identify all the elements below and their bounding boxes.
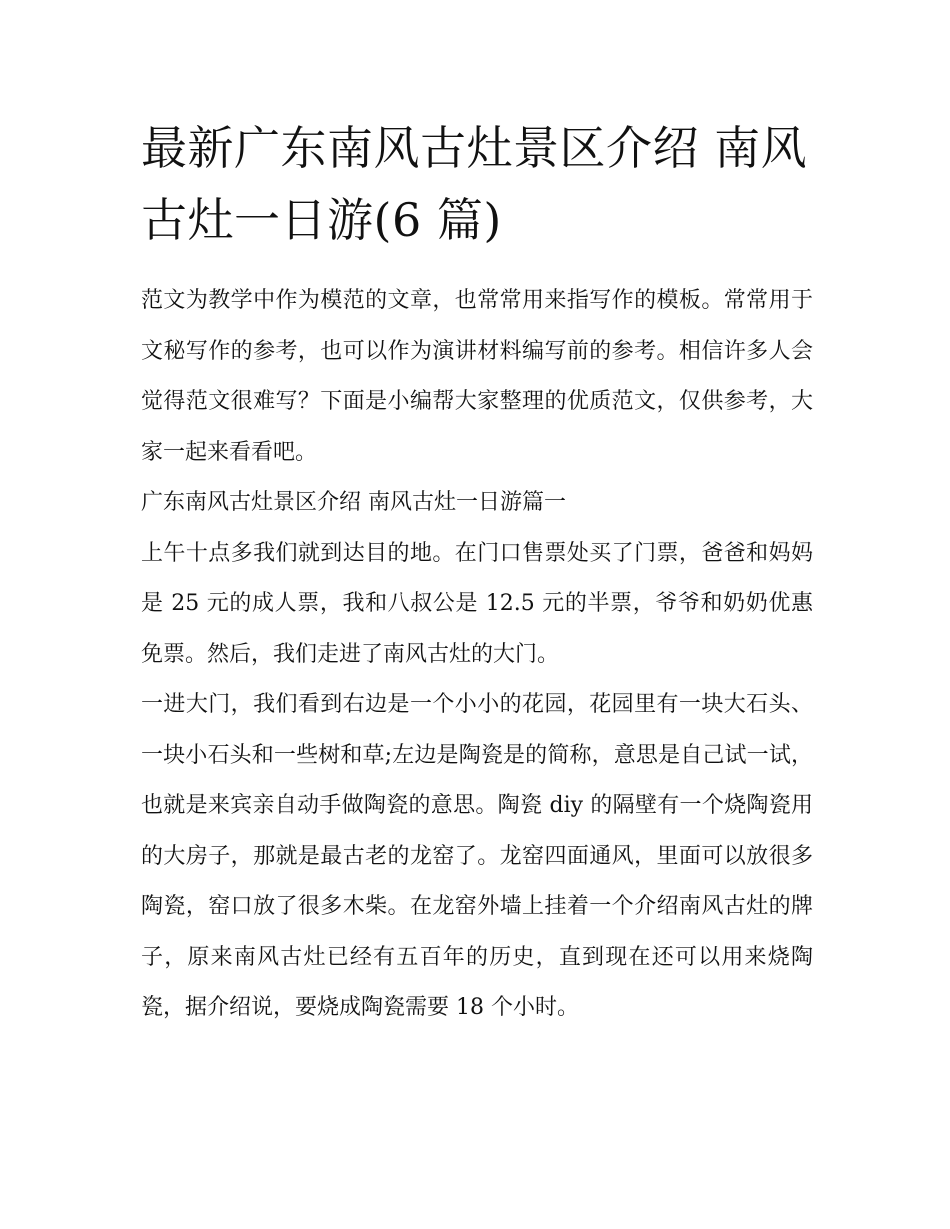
body-paragraph-2: 一进大门，我们看到右边是一个小小的花园，花园里有一块大石头、一块小石头和一些树和草;左边是陶瓷是的简称，意思是自己试一试，也就是来宾亲自动手做陶瓷的意思。陶瓷 diy 的隔壁有一个烧陶瓷用的大房子，那就是最古老的龙窑了。龙窑四面通风，里面可以放很多陶瓷，窑口放了很多木柴。在龙窑外墙上挂着一个介绍南风古灶的牌子，原来南风古灶已经有五百年的历史，直到现在还可以用来烧陶瓷，据介绍说，要烧成陶瓷需要 18 个小时。 bbox=[141, 692, 813, 1020]
intro-paragraph: 范文为教学中作为模范的文章，也常常用来指写作的模板。常常用于文秘写作的参考，也可以作为演讲材料编写前的参考。相信许多人会觉得范文很难写？下面是小编帮大家整理的优质范文，仅供参考，大家一起来看看吧。 bbox=[141, 288, 813, 465]
section-heading: 广东南风古灶景区介绍 南风古灶一日游篇一 bbox=[141, 490, 566, 515]
document-page bbox=[141, 112, 813, 1034]
document-body bbox=[141, 276, 813, 1034]
body-paragraph-1: 上午十点多我们就到达目的地。在门口售票处买了门票，爸爸和妈妈是 25 元的成人票，我和八叔公是 12.5 元的半票，爷爷和奶奶优惠免票。然后，我们走进了南风古灶的大门。 bbox=[141, 540, 813, 667]
document-title: 最新广东南风古灶景区介绍 南风古灶一日游(6 篇) bbox=[141, 121, 808, 247]
